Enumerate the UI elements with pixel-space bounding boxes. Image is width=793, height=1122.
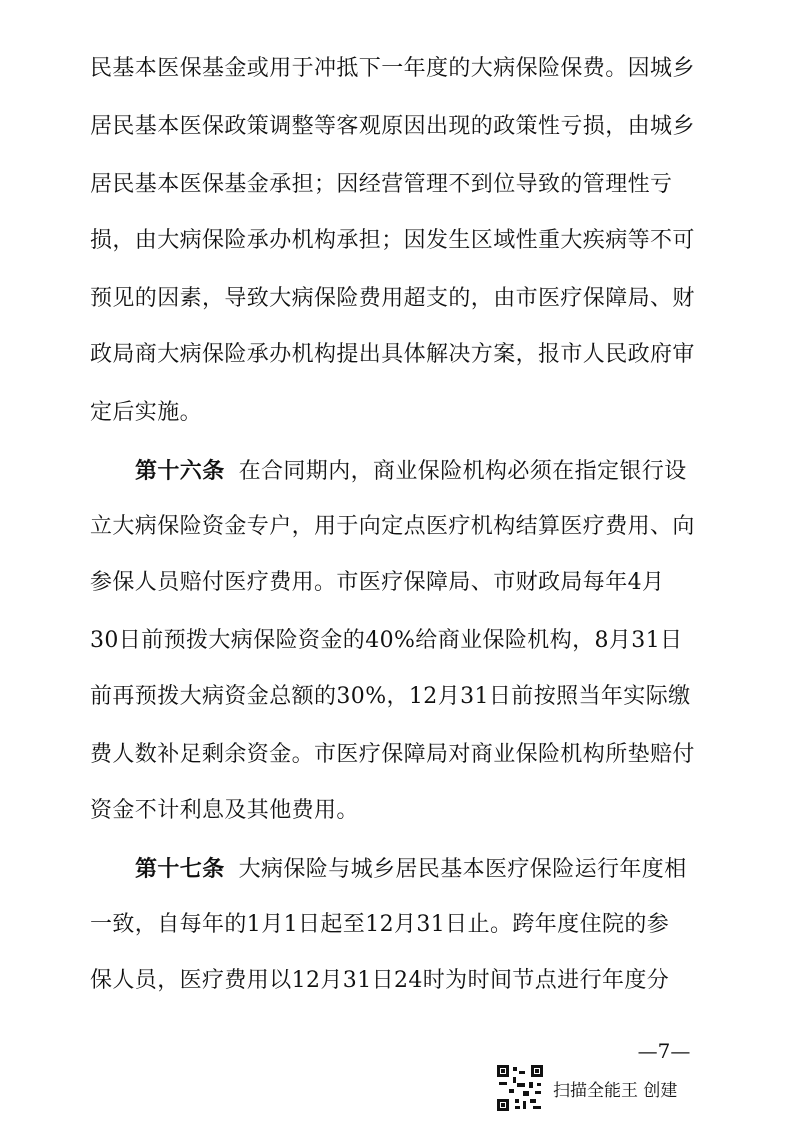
text-line: 一致，自每年的1月1日起至12月31日止。跨年度住院的参	[90, 912, 670, 937]
text-line: 资金不计利息及其他费用。	[90, 798, 359, 823]
text-line: 居民基本医保政策调整等客观原因出现的政策性亏损，由城乡	[90, 114, 695, 139]
page-number: —7—	[637, 1039, 691, 1063]
text-line: 定后实施。	[90, 400, 203, 425]
text-span: 在合同期内，商业保险机构必须在指定银行设	[238, 459, 687, 484]
text-line: 民基本医保基金或用于冲抵下一年度的大病保险保费。因城乡	[90, 56, 695, 81]
text-line: 居民基本医保基金承担；因经营管理不到位导致的管理性亏	[90, 172, 673, 197]
scanner-watermark	[497, 1062, 717, 1114]
text-span: 大病保险与城乡居民基本医疗保险运行年度相	[238, 857, 687, 882]
text-line: 前再预拨大病资金总额的30%，12月31日前按照当年实际缴	[90, 684, 691, 709]
text-line: 保人员，医疗费用以12月31日24时为时间节点进行年度分	[90, 968, 670, 993]
text-line: 立大病保险资金专户，用于向定点医疗机构结算医疗费用、向	[90, 514, 695, 539]
text-line: 30日前预拨大病保险资金的40%给商业保险机构，8月31日	[90, 628, 683, 653]
article-16-first-line	[135, 445, 702, 497]
text-line: 政局商大病保险承办机构提出具体解决方案，报市人民政府审	[90, 342, 695, 367]
text-line: 参保人员赔付医疗费用。市医疗保障局、市财政局每年4月	[90, 570, 665, 595]
text-line: 费人数补足剩余资金。市医疗保障局对商业保险机构所垫赔付	[90, 742, 695, 767]
watermark-text: 扫描全能王 创建	[553, 1080, 678, 1101]
article-heading: 第十六条	[135, 458, 225, 484]
text-line: 预见的因素，导致大病保险费用超支的，由市医疗保障局、财	[90, 286, 695, 311]
article-heading: 第十七条	[135, 856, 225, 882]
text-line: 损，由大病保险承办机构承担；因发生区域性重大疾病等不可	[90, 228, 695, 253]
article-17-first-line	[135, 843, 702, 895]
qr-code-icon	[497, 1065, 543, 1111]
